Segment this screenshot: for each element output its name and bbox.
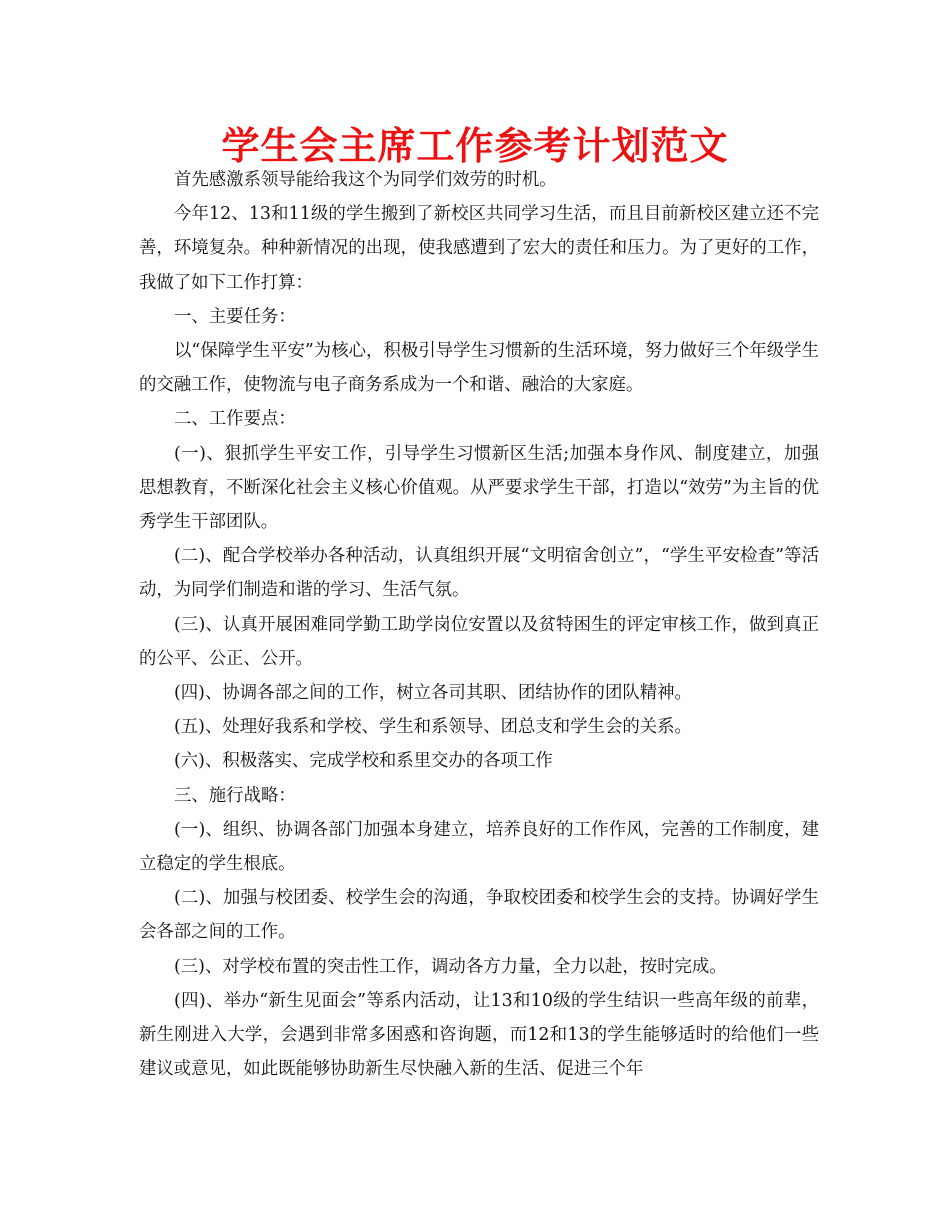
strategy-1: (一)、组织、协调各部门加强本身建立，培养良好的工作作风，完善的工作制度，建立稳定的学生根底。 (139, 819, 819, 875)
strategy-3: (三)、对学校布置的突击性工作，调动各方力量，全力以赴，按时完成。 (174, 956, 727, 977)
document-body (139, 163, 819, 1086)
work-point-3: (三)、认真开展困难同学勤工助学岗位安置以及贫特困生的评定审核工作，做到真正的公平、公正、公开。 (139, 614, 819, 669)
work-point-5: (五)、处理好我系和学校、学生和系领导、团总支和学生会的关系。 (174, 717, 692, 738)
heading-work-points: 二、工作要点： (174, 409, 296, 430)
strategy-4: (四)、举办“新生见面会”等系内活动，让13和10级的学生结识一些高年级的前辈，新生刚进入大学，会遇到非常多困惑和咨询题，而12和13的学生能够适时的给他们一些建议或意见，如此既能够协助新生尽快融入新的生活、促进三个年 (139, 990, 819, 1080)
work-point-1: (一)、狠抓学生平安工作，引导学生习惯新区生活;加强本身作风、制度建立，加强思想教育，不断深化社会主义核心价值观。从严要求学生干部，打造以“效劳”为主旨的优秀学生干部团队。 (139, 443, 819, 533)
paragraph-main-tasks: 以“保障学生平安”为核心，积极引导学生习惯新的生活环境，努力做好三个年级学生的交融工作，使物流与电子商务系成为一个和谐、融洽的大家庭。 (139, 341, 819, 396)
heading-main-tasks: 一、主要任务： (174, 306, 296, 327)
document-title: 学生会主席工作参考计划范文 (221, 123, 729, 168)
paragraph-background: 今年12、13和11级的学生搬到了新校区共同学习生活，而且目前新校区建立还不完善，环境复杂。种种新情况的出现，使我感遭到了宏大的责任和压力。为了更好的工作，我做了如下工作打算： (139, 204, 819, 293)
work-point-2: (二)、配合学校举办各种活动，认真组织开展“文明宿舍创立”，“学生平安检查”等活动，为同学们制造和谐的学习、生活气氛。 (139, 546, 819, 601)
paragraph-intro: 首先感激系领导能给我这个为同学们效劳的时机。 (174, 170, 557, 190)
strategy-2: (二)、加强与校团委、校学生会的沟通，争取校团委和校学生会的支持。协调好学生会各部之间的工作。 (139, 888, 819, 943)
work-point-4: (四)、协调各部之间的工作，树立各司其职、团结协作的团队精神。 (174, 683, 692, 704)
heading-strategy: 三、施行战略： (174, 785, 296, 806)
work-point-6: (六)、积极落实、完成学校和系里交办的各项工作 (174, 751, 553, 772)
